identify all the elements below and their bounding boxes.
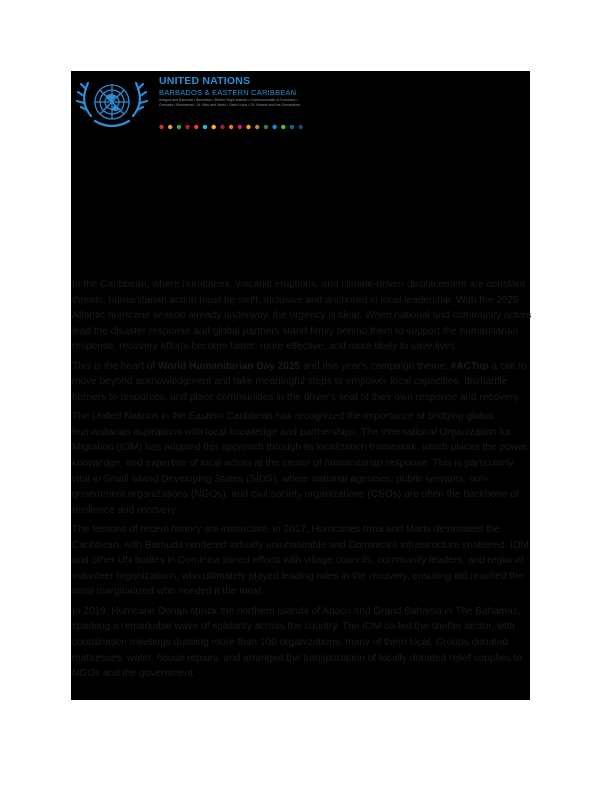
paragraph-campaign <box>72 359 532 406</box>
sdg-color-dots <box>159 124 309 130</box>
sdg-dot <box>290 125 294 129</box>
sdg-dot <box>220 125 224 129</box>
sdg-dot <box>194 125 198 129</box>
sdg-dot <box>246 125 250 129</box>
sdg-dot <box>203 125 207 129</box>
sdg-dot <box>229 125 233 129</box>
organization-subtitle: BARBADOS & EASTERN CARIBBEAN <box>159 88 297 97</box>
organization-title: UNITED NATIONS <box>159 75 251 87</box>
sdg-dot <box>185 125 189 129</box>
sdg-dot <box>212 125 216 129</box>
countries-list: Antigua and Barbuda • Barbados • British Virgin Islands • Commonwealth of Dominica • Grenada • Montserrat • St. Kitts and Nevis • Saint Lucia • St. Vincent and the Grenadines <box>159 98 301 107</box>
campaign-text-start: This is the heart of <box>72 360 158 372</box>
sdg-dot <box>264 125 268 129</box>
sdg-dot <box>255 125 259 129</box>
campaign-text-end: a call to move beyond acknowledgment and take meaningful steps to empower local capacities, dismantle barriers to resources, and place communities in the driver's seat of their own response and recovery. <box>72 360 527 403</box>
sdg-dot <box>168 125 172 129</box>
sdg-dot <box>177 125 181 129</box>
article-body <box>72 277 532 686</box>
sdg-dot <box>238 125 242 129</box>
sdg-dot <box>159 125 163 129</box>
campaign-text-mid: and this year's campaign theme, <box>300 360 451 372</box>
campaign-hashtag: #ACTup <box>450 360 489 372</box>
paragraph-lessons: The lessons of recent history are instructive. In 2017, Hurricanes Irma and Maria devastated the Caribbean, with Barbuda rendered virtually uninhabitable and Dominica's infrastructure shattered. IOM and other UN bodies in Dominica joined efforts with village councils, community leaders, and regional volunteer organizations, who ultimately played leading roles in the recovery, ensuring aid reached the most marginalized who needed it the most. <box>72 524 529 598</box>
paragraph-dorian: In 2019, Hurricane Dorian struck the northern islands of Abaco and Grand Bahama in The Bahamas, sparking a remarkable wave of solidarity across the country. The IOM co-led the shelter sector, with coordination meetings drawing more than 100 organizations, many of them local. Groups donated mattresses, water, house repairs, and arranged the transportation of locally donated relief supplies to NGOs and the government. <box>72 605 522 680</box>
sdg-dot <box>272 125 276 129</box>
sdg-dot <box>281 125 285 129</box>
un-emblem-icon <box>73 72 151 134</box>
sdg-dot <box>299 125 303 129</box>
paragraph-intro: In the Caribbean, where hurricanes, volcanic eruptions, and climate-driven displacement are constant threats, humanitarian action must be swift, inclusive and anchored in local leadership. With the 2025 Atlantic hurricane season already underway, the urgency is clear. When national and community actors lead the disaster response and global partners stand firmly behind them to support the humanitarian response, recovery efforts become faster, more effective, and more likely to save lives. <box>72 279 532 353</box>
paragraph-localization: The United Nations in the Eastern Caribbean has recognized the importance of bridging global humanitarian aspirations with local knowledge and partnerships. The International Organization for Migration (IOM) has adopted this approach through its localization framework, which places the power, knowledge, and expertise of local actors at the center of humanitarian response. This is particularly vital in Small Island Developing States (SIDS), where national agencies, public servants, non-government organizations (NGOs), and civil society organizations (CSOs) are often the backbone of resilience and recovery. <box>72 411 530 516</box>
event-name: World Humanitarian Day 2025 <box>157 360 301 372</box>
